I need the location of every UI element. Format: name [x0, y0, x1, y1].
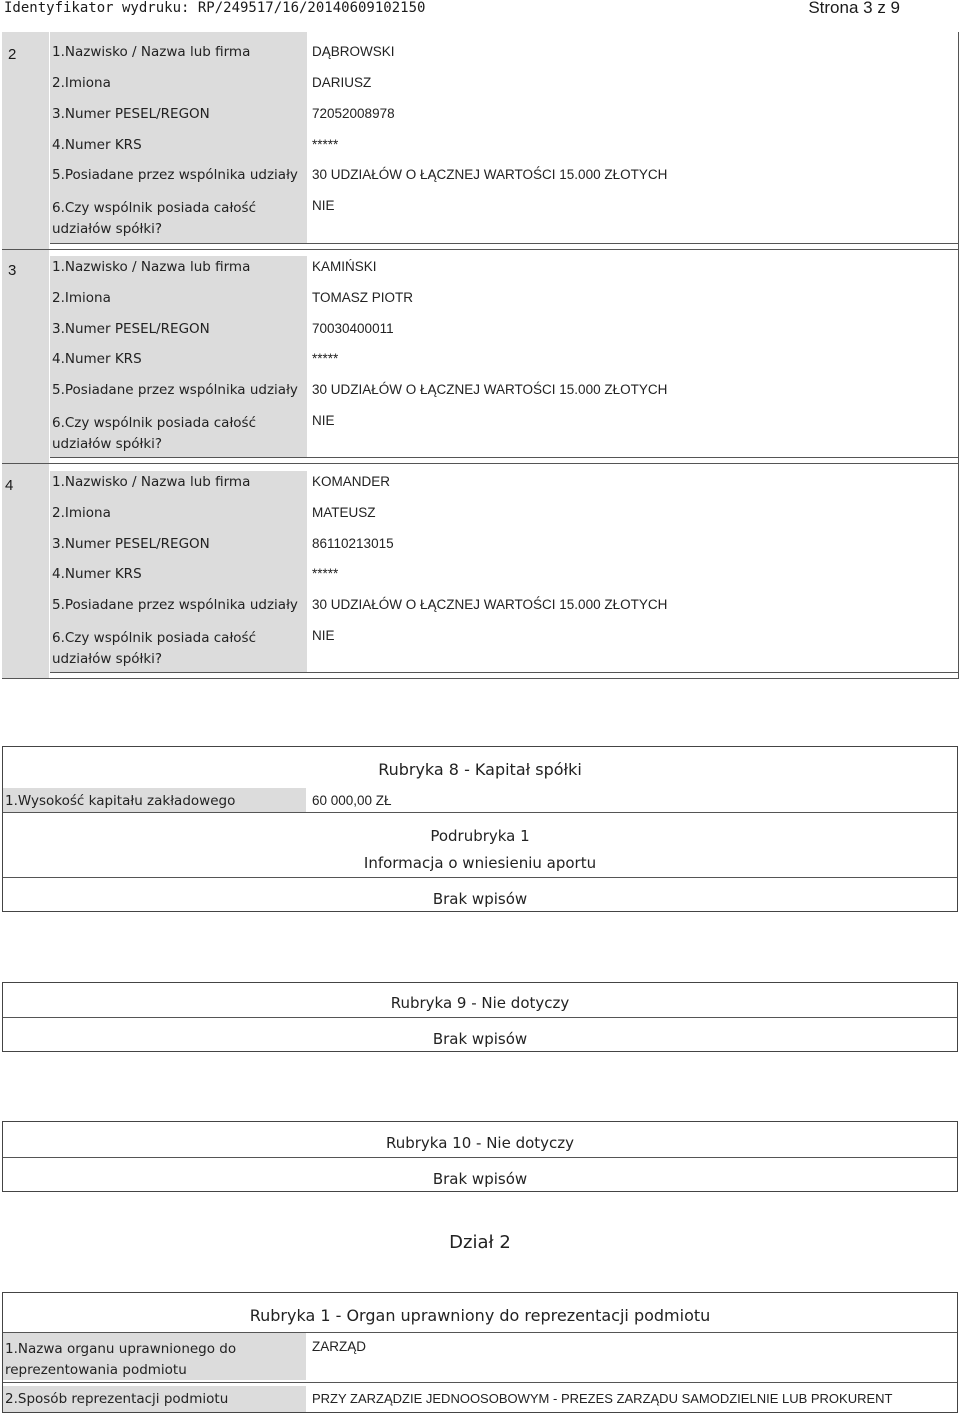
shares-label: 5.Posiadane przez wspólnika udziały	[52, 382, 298, 398]
krs-label: 4.Numer KRS	[52, 351, 142, 367]
dzial-2-title: Dział 2	[449, 1232, 511, 1253]
border	[958, 32, 959, 250]
partner-index-cell	[2, 464, 49, 678]
podrubryka-title: Podrubryka 1	[430, 827, 530, 845]
pesel-label: 3.Numer PESEL/REGON	[52, 106, 210, 122]
empty-entries: Brak wpisów	[432, 1030, 528, 1048]
divider	[2, 463, 959, 464]
surname-value: KAMIŃSKI	[312, 259, 377, 274]
rubryka-10-title: Rubryka 10 - Nie dotyczy	[385, 1134, 575, 1152]
surname-label: 1.Nazwisko / Nazwa lub firma	[52, 474, 251, 490]
rubryka-1-title: Rubryka 1 - Organ uprawniony do reprezentacji podmiotu	[249, 1306, 711, 1325]
partner-index: 2	[8, 46, 17, 63]
krs-value: *****	[312, 351, 339, 366]
divider	[3, 812, 957, 813]
divider	[2, 678, 959, 679]
given-names-value: TOMASZ PIOTR	[312, 290, 414, 305]
empty-entries: Brak wpisów	[432, 1170, 528, 1188]
podrubryka-subtitle: Informacja o wniesieniu aportu	[363, 854, 597, 872]
surname-label: 1.Nazwisko / Nazwa lub firma	[52, 44, 251, 60]
border	[958, 464, 959, 678]
all-shares-value: NIE	[312, 628, 335, 643]
all-shares-value: NIE	[312, 413, 335, 428]
krs-value: *****	[312, 137, 339, 152]
divider	[50, 672, 958, 673]
empty-entries: Brak wpisów	[432, 890, 528, 908]
all-shares-label: 6.Czy wspólnik posiada całość udziałów spółki?	[52, 415, 257, 452]
divider	[2, 249, 959, 250]
divider	[3, 1382, 957, 1383]
divider	[3, 1017, 957, 1018]
all-shares-label: 6.Czy wspólnik posiada całość udziałów spółki?	[52, 630, 257, 667]
shares-value: 30 UDZIAŁÓW O ŁĄCZNEJ WARTOŚCI 15.000 ZŁOTYCH	[312, 597, 668, 612]
pesel-value: 86110213015	[312, 536, 394, 551]
shares-value: 30 UDZIAŁÓW O ŁĄCZNEJ WARTOŚCI 15.000 ZŁOTYCH	[312, 382, 668, 397]
shares-value: 30 UDZIAŁÓW O ŁĄCZNEJ WARTOŚCI 15.000 ZŁOTYCH	[312, 167, 668, 182]
krs-label: 4.Numer KRS	[52, 566, 142, 582]
divider	[3, 1332, 957, 1333]
krs-value: *****	[312, 566, 339, 581]
partner-index-cell	[2, 32, 49, 249]
given-names-label: 2.Imiona	[52, 290, 111, 306]
pesel-value: 70030400011	[312, 321, 394, 336]
pesel-label: 3.Numer PESEL/REGON	[52, 321, 210, 337]
surname-label: 1.Nazwisko / Nazwa lub firma	[52, 259, 251, 275]
given-names-label: 2.Imiona	[52, 75, 111, 91]
shares-label: 5.Posiadane przez wspólnika udziały	[52, 597, 298, 613]
representation-method-label: 2.Sposób reprezentacji podmiotu	[5, 1391, 229, 1407]
divider	[3, 877, 957, 878]
given-names-value: MATEUSZ	[312, 505, 376, 520]
surname-value: KOMANDER	[312, 474, 391, 489]
representation-method-value: PRZY ZARZĄDZIE JEDNOOSOBOWYM - PREZES ZARZĄDU SAMODZIELNIE LUB PROKURENT	[312, 1391, 893, 1406]
partner-index: 4	[5, 477, 14, 494]
partner-index: 3	[8, 262, 17, 279]
organ-name-label: 1.Nazwa organu uprawnionego do reprezentowania podmiotu	[5, 1341, 237, 1378]
pesel-label: 3.Numer PESEL/REGON	[52, 536, 210, 552]
given-names-value: DARIUSZ	[312, 75, 372, 90]
page-number: Strona 3 z 9	[808, 0, 900, 17]
all-shares-label: 6.Czy wspólnik posiada całość udziałów spółki?	[52, 200, 257, 237]
partner-index-cell	[2, 250, 49, 463]
pesel-value: 72052008978	[312, 106, 395, 121]
all-shares-value: NIE	[312, 198, 335, 213]
capital-label: 1.Wysokość kapitału zakładowego	[5, 793, 236, 809]
divider	[50, 243, 958, 244]
print-identifier: Identyfikator wydruku: RP/249517/16/20140609102150	[4, 0, 426, 16]
rubryka-8-title: Rubryka 8 - Kapitał spółki	[378, 760, 582, 779]
border	[958, 250, 959, 463]
surname-value: DĄBROWSKI	[312, 44, 395, 59]
divider	[3, 1157, 957, 1158]
organ-name-value: ZARZĄD	[312, 1339, 366, 1354]
given-names-label: 2.Imiona	[52, 505, 111, 521]
capital-value: 60 000,00 ZŁ	[312, 793, 392, 808]
shares-label: 5.Posiadane przez wspólnika udziały	[52, 167, 298, 183]
rubryka-9-title: Rubryka 9 - Nie dotyczy	[390, 994, 570, 1012]
krs-label: 4.Numer KRS	[52, 137, 142, 153]
divider	[50, 457, 958, 458]
